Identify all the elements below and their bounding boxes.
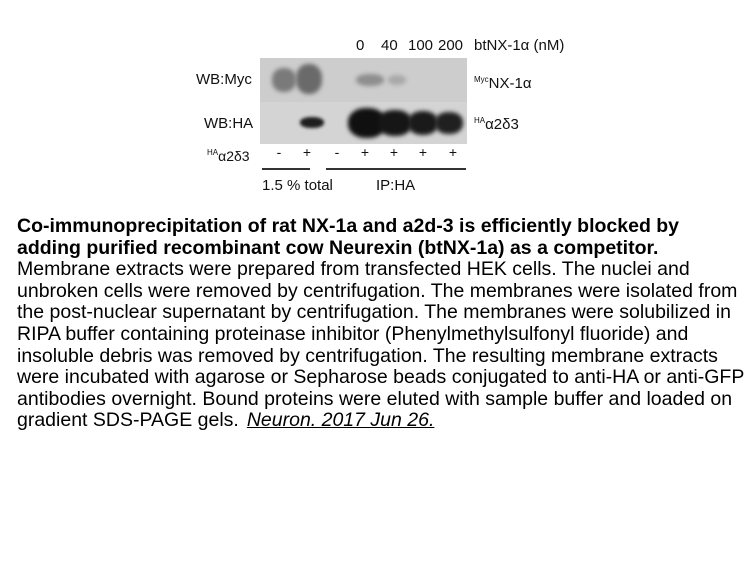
lane-sign-6: + [418,144,428,160]
western-blot-figure [0,0,756,210]
ha-blot-panel [260,102,467,144]
lane-sign-7: + [448,144,458,160]
concentration-200: 200 [438,37,464,54]
lane-sign-4: + [360,144,370,160]
myc-prefix: Myc [474,75,489,84]
lane-sign-2: + [302,144,312,160]
concentration-40: 40 [381,37,398,54]
figure-caption [17,216,747,432]
ha-band-lane-2 [300,117,324,128]
lane-sign-1: - [276,144,282,160]
row-name: α2δ3 [218,148,250,164]
ha-band-lane-5 [378,110,412,136]
myc-band-lane-1 [272,68,296,92]
myc-band-lane-4 [356,74,384,86]
lane-sign-3: - [334,144,340,160]
ip-group-line [326,168,466,170]
concentration-0: 0 [356,37,365,54]
caption-title: Co-immunoprecipitation of rat NX-1a and a2d-3 is efficiently blocked by adding purified recombinant cow Neurexin (btNX-1a) as a competitor. [17,215,680,259]
ha-prefix: HA [474,116,486,125]
ha-band-lane-6 [408,111,438,135]
concentration-label: btNX-1α (nM) [474,37,565,54]
total-group-line [262,168,310,170]
caption-body-wrap [17,258,744,431]
myc-protein-label [474,75,532,92]
myc-band-lane-2 [296,64,322,94]
total-label: 1.5 % total [262,177,333,194]
myc-blot-panel [260,58,467,102]
ha-protein-label [474,116,519,133]
wb-ha-label: WB:HA [204,115,254,132]
lane-condition-label [207,148,250,164]
ha-protein-name: α2δ3 [485,116,519,133]
myc-band-lane-5 [388,75,406,85]
myc-protein-name: NX-1α [488,75,532,92]
row-prefix: HA [207,148,219,157]
wb-myc-label: WB:Myc [196,71,252,88]
citation-link[interactable]: Neuron. 2017 Jun 26. [246,409,435,432]
caption-body: Membrane extracts were prepared from transfected HEK cells. The nuclei and unbroken cells were removed by centrifugation. The membranes were isolated from the post-nuclear supernatant by centrifugation. The membranes were solubilized in RIPA buffer containing proteinase inhibitor (Phenylmethylsulfonyl fluoride) and insoluble debris was removed by centrifugation. The resulting membrane extracts were incubated with agarose or Sepharose beads conjugated to anti-HA or anti-GFP antibodies overnight. Bound proteins were eluted with sample buffer and loaded on gradient SDS-PAGE gels. [17,258,744,432]
ip-label: IP:HA [376,177,416,194]
ha-band-lane-7 [435,112,463,134]
concentration-100: 100 [408,37,434,54]
lane-sign-5: + [389,144,399,160]
